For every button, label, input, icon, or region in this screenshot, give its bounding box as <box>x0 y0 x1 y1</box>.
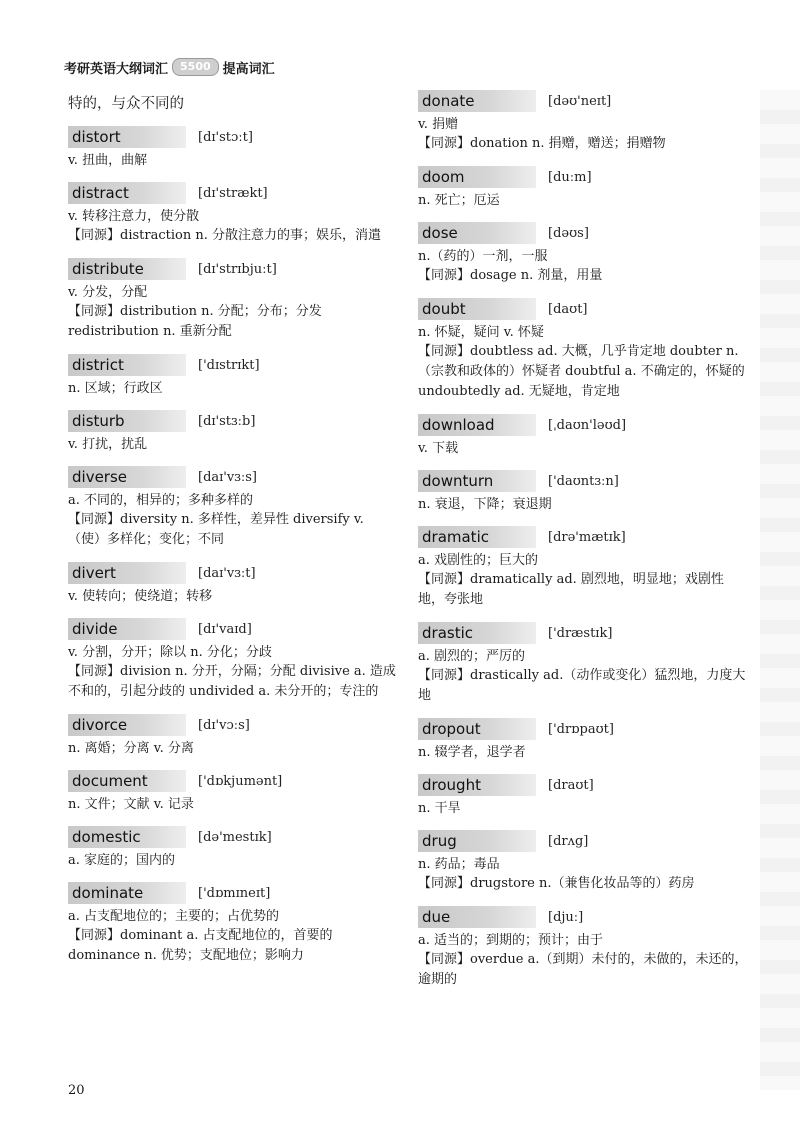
definition: v. 分割，分开；除以 n. 分化；分歧 <box>68 645 272 660</box>
word-entry <box>68 410 396 454</box>
definition: n.（药的）一剂，一服 <box>418 249 548 264</box>
phonetic: [dɪ'vɔːs] <box>198 717 250 733</box>
headword: downturn <box>418 470 536 492</box>
definition: a. 占支配地位的；主要的；占优势的 <box>68 909 280 924</box>
headword: doubt <box>418 298 536 320</box>
definition: n. 文件；文献 v. 记录 <box>68 797 194 812</box>
headword: document <box>68 770 186 792</box>
headword: divide <box>68 618 186 640</box>
definition: n. 离婚；分离 v. 分离 <box>68 741 194 756</box>
word-entry <box>418 166 748 210</box>
page-number: 20 <box>68 1083 85 1098</box>
headword: doom <box>418 166 536 188</box>
entry-headline <box>68 466 396 488</box>
word-entry <box>418 470 748 514</box>
phonetic: [drʌg] <box>548 833 589 849</box>
phonetic: ['daʊntɜːn] <box>548 473 619 489</box>
definition: n. 辍学者，退学者 <box>418 745 526 760</box>
definition: v. 分发，分配 <box>68 285 148 300</box>
phonetic: [dəʊs] <box>548 225 589 241</box>
definition: a. 适当的；到期的；预计；由于 <box>418 933 604 948</box>
headword: due <box>418 906 536 928</box>
entry-headline <box>418 622 748 644</box>
word-entry <box>68 826 396 870</box>
definition: a. 戏剧性的；巨大的 <box>418 553 539 568</box>
definition: n. 死亡；厄运 <box>418 193 500 208</box>
entry-headline <box>418 906 748 928</box>
definition: n. 药品；毒品 <box>418 857 500 872</box>
word-entry <box>418 414 748 458</box>
definition: n. 怀疑，疑问 v. 怀疑 <box>418 325 544 340</box>
phonetic: ['dɒkjumənt] <box>198 773 283 789</box>
phonetic: ['drɒpaʊt] <box>548 721 614 737</box>
word-entry <box>68 770 396 814</box>
entry-headline <box>68 562 396 584</box>
entry-headline <box>418 90 748 112</box>
entry-headline <box>418 166 748 188</box>
phonetic: [də'mestɪk] <box>198 829 272 845</box>
word-entry <box>68 126 396 170</box>
entry-headline <box>418 718 748 740</box>
headword: distract <box>68 182 186 204</box>
entry-headline <box>418 774 748 796</box>
word-entry <box>68 618 396 702</box>
entry-headline <box>418 222 748 244</box>
phonetic: [dɪ'stɔːt] <box>198 129 253 145</box>
phonetic: ['dræstɪk] <box>548 625 613 641</box>
entry-headline <box>68 770 396 792</box>
derivatives: 【同源】division n. 分开，分隔；分配 divisive a. 造成不和的，引起分歧的 undivided a. 未分开的；专注的 <box>68 664 396 699</box>
word-entry <box>68 562 396 606</box>
entry-headline <box>68 126 396 148</box>
derivatives: 【同源】donation n. 捐赠，赠送；捐赠物 <box>418 136 666 151</box>
entry-headline <box>68 714 396 736</box>
entry-headline <box>418 298 748 320</box>
phonetic: [daʊt] <box>548 301 588 317</box>
entry-headline <box>68 826 396 848</box>
entry-headline <box>68 618 396 640</box>
phonetic: [daɪ'vɜːt] <box>198 565 256 581</box>
phonetic: ['dɪstrɪkt] <box>198 357 260 373</box>
headword: drug <box>418 830 536 852</box>
headword: domestic <box>68 826 186 848</box>
phonetic: [daɪ'vɜːs] <box>198 469 257 485</box>
word-entry <box>68 354 396 398</box>
word-entry <box>418 222 748 286</box>
word-entry <box>418 526 748 610</box>
headword: divorce <box>68 714 186 736</box>
entry-headline <box>418 470 748 492</box>
derivatives: 【同源】drastically ad.（动作或变化）猛烈地，力度大地 <box>418 668 746 703</box>
definition: v. 打扰，扰乱 <box>68 437 148 452</box>
headword: district <box>68 354 186 376</box>
right-entry-list <box>418 90 748 990</box>
derivatives: 【同源】dosage n. 剂量，用量 <box>418 268 603 283</box>
phonetic: ['dɒmɪneɪt] <box>198 885 271 901</box>
word-count-badge: 5500 <box>172 58 219 76</box>
word-entry <box>68 882 396 966</box>
definition: a. 剧烈的；严厉的 <box>418 649 526 664</box>
headword: dramatic <box>418 526 536 548</box>
headword: donate <box>418 90 536 112</box>
definition: v. 扭曲，曲解 <box>68 153 148 168</box>
derivatives: 【同源】drugstore n.（兼售化妆品等的）药房 <box>418 876 695 891</box>
word-entry <box>418 906 748 990</box>
left-column <box>68 90 396 978</box>
word-entry <box>418 830 748 894</box>
word-entry <box>418 622 748 706</box>
word-entry <box>418 90 748 154</box>
headword: drought <box>418 774 536 796</box>
entry-headline <box>68 354 396 376</box>
derivatives: 【同源】dramatically ad. 剧烈地，明显地；戏剧性地，夸张地 <box>418 572 724 607</box>
headword: drastic <box>418 622 536 644</box>
phonetic: [draʊt] <box>548 777 594 793</box>
headword: divert <box>68 562 186 584</box>
entry-headline <box>418 414 748 436</box>
derivatives: 【同源】dominant a. 占支配地位的，首要的 dominance n. 优势；支配地位；影响力 <box>68 928 333 963</box>
derivatives: 【同源】doubtless ad. 大概，几乎肯定地 doubter n.（宗教和政体的）怀疑者 doubtful a. 不确定的，怀疑的 undoubtedly ad. 无疑地，肯定地 <box>418 344 745 399</box>
word-entry <box>68 466 396 550</box>
definition: n. 衰退，下降；衰退期 <box>418 497 552 512</box>
phonetic: [drə'mætɪk] <box>548 529 626 545</box>
headword: dropout <box>418 718 536 740</box>
definition: n. 区域；行政区 <box>68 381 163 396</box>
headword: diverse <box>68 466 186 488</box>
word-entry <box>68 258 396 342</box>
phonetic: [dɪ'strækt] <box>198 185 268 201</box>
definition: a. 家庭的；国内的 <box>68 853 176 868</box>
left-entry-list <box>68 126 396 966</box>
continued-definition: 特的，与众不同的 <box>68 96 184 112</box>
entry-headline <box>418 830 748 852</box>
word-entry <box>68 714 396 758</box>
entry-headline <box>418 526 748 548</box>
phonetic: [ˌdaʊn'ləʊd] <box>548 417 627 433</box>
entry-headline <box>68 182 396 204</box>
entry-headline <box>68 258 396 280</box>
right-column <box>418 90 748 1002</box>
headword: disturb <box>68 410 186 432</box>
derivatives: 【同源】distraction n. 分散注意力的事；娱乐，消遣 <box>68 228 381 243</box>
headword: distort <box>68 126 186 148</box>
phonetic: [duːm] <box>548 169 592 185</box>
definition: v. 下载 <box>418 441 459 456</box>
definition: v. 捐赠 <box>418 117 459 132</box>
word-entry <box>68 182 396 246</box>
headword: download <box>418 414 536 436</box>
scan-edge-shadow <box>760 90 800 1090</box>
entry-headline <box>68 882 396 904</box>
header-subtitle: 提高词汇 <box>222 61 275 77</box>
header-title: 考研英语大纲词汇 <box>64 61 169 77</box>
phonetic: [dɪ'vaɪd] <box>198 621 252 637</box>
definition: a. 不同的，相异的；多种多样的 <box>68 493 254 508</box>
derivatives: 【同源】overdue a.（到期）未付的，未做的，未还的，逾期的 <box>418 952 748 987</box>
word-entry <box>418 718 748 762</box>
headword: dose <box>418 222 536 244</box>
phonetic: [dɪ'stɜːb] <box>198 413 256 429</box>
definition: v. 转移注意力，使分散 <box>68 209 200 224</box>
word-entry <box>418 774 748 818</box>
derivatives: 【同源】diversity n. 多样性，差异性 diversify v.（使）多样化；变化；不同 <box>68 512 364 547</box>
phonetic: [djuː] <box>548 909 584 925</box>
derivatives: 【同源】distribution n. 分配；分布；分发 redistribution n. 重新分配 <box>68 304 322 339</box>
word-entry <box>418 298 748 402</box>
running-header <box>64 57 275 77</box>
definition: n. 干旱 <box>418 801 461 816</box>
headword: dominate <box>68 882 186 904</box>
phonetic: [dɪ'strɪbjuːt] <box>198 261 277 277</box>
definition: v. 使转向；使绕道；转移 <box>68 589 213 604</box>
phonetic: [dəʊ'neɪt] <box>548 93 612 109</box>
headword: distribute <box>68 258 186 280</box>
entry-headline <box>68 410 396 432</box>
